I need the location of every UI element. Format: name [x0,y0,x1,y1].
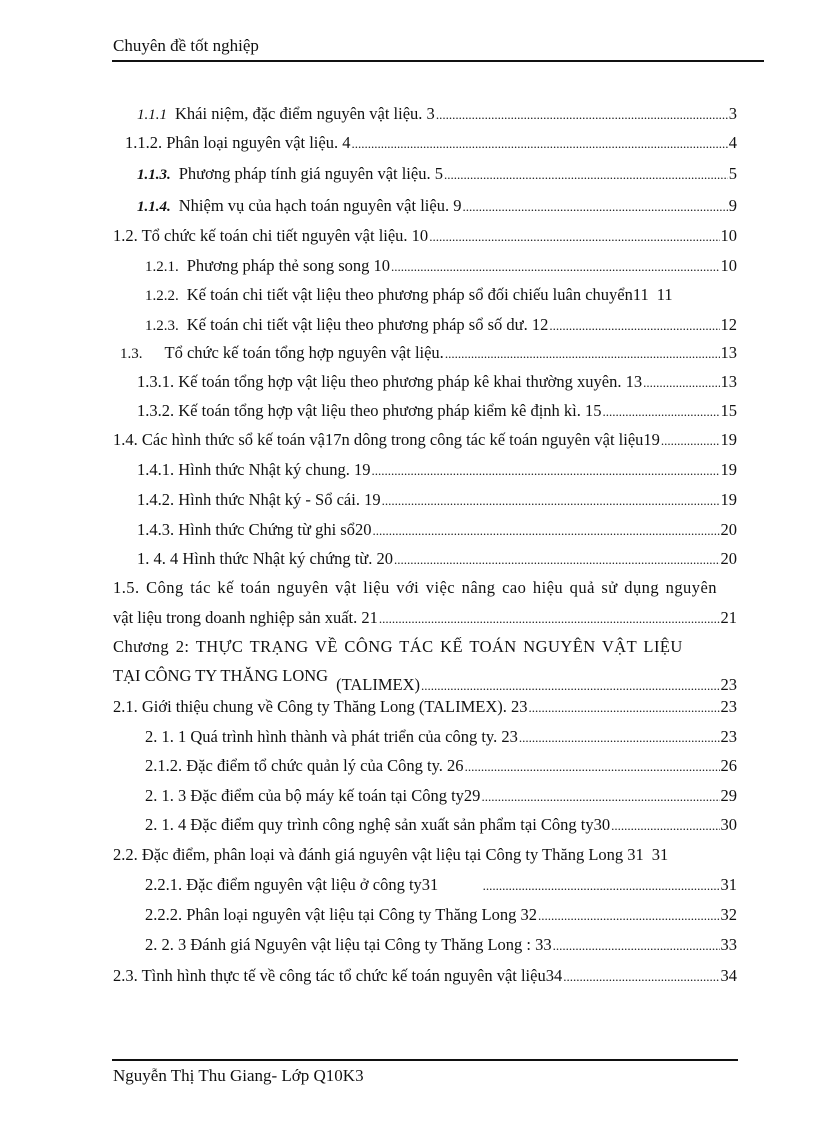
toc-entry-title: 2.3. Tình hình thực tế về công tác tổ chức kế toán nguyên vật liệu34 [113,966,563,985]
toc-entry-page: 21 [720,608,737,627]
toc-entry-number: 1.1.1 [137,107,167,123]
toc-entry[interactable] [145,285,737,306]
toc-entry-title: Khái niệm, đặc điểm nguyên vật liệu. 3 [175,104,435,123]
toc-entry[interactable] [113,608,737,629]
dot-leader [429,227,719,247]
toc-entry-title: Phương pháp tính giá nguyên vật liệu. 5 [178,164,443,183]
toc-entry-title: 2.2.1. Đặc điểm nguyên vật liệu ở công ty31 [145,875,439,894]
toc-entry-page: 31 [720,875,737,894]
toc-entry-page: 23 [720,697,737,716]
toc-entry-title: vật liệu trong doanh nghiệp sản xuất. 21 [113,608,378,627]
chapter-heading-line2: TẠI CÔNG TY THĂNG LONG [113,666,329,685]
toc-entry-page: 23 [720,727,737,746]
toc-entry[interactable] [137,372,737,393]
toc-entry-page: 19 [720,460,737,479]
toc-entry-number: 1.2.3. [145,318,179,334]
dot-leader [519,728,720,748]
toc-entry-page: 10 [720,226,737,245]
toc-entry[interactable] [137,164,737,185]
toc-entry-title: 2. 1. 3 Đặc điểm của bộ máy kế toán tại Công ty29 [145,786,481,805]
toc-entry[interactable] [125,133,737,154]
dot-leader [643,373,719,393]
toc-entry[interactable] [113,226,737,247]
footer-divider [112,1059,738,1061]
toc-entry-page: 31 [651,845,669,864]
toc-entry-title: Tổ chức kế toán tổng hợp nguyên vật liệu. [164,343,444,362]
page-footer: Nguyễn Thị Thu Giang- Lớp Q10K3 [113,1066,364,1085]
dot-leader [538,906,720,926]
toc-entry[interactable] [113,845,737,865]
toc-entry-number: 1.3. [120,346,143,362]
dot-leader [351,134,727,154]
dot-leader [445,344,720,364]
toc-entry-page: 12 [720,315,737,334]
toc-entry[interactable] [145,756,737,777]
toc-entry-page: 13 [720,372,737,391]
toc-entry-title: Nhiệm vụ của hạch toán nguyên vật liệu. 9 [178,196,462,215]
toc-entry-page: 30 [720,815,737,834]
dot-leader [394,550,720,570]
toc-entry-title: (TALIMEX) [336,675,421,694]
toc-entry[interactable] [145,315,737,336]
toc-entry-number: 1.1.4. [137,199,171,215]
toc-entry[interactable] [137,520,737,541]
toc-entry-page: 11 [656,285,673,304]
dot-leader [603,402,720,422]
dot-leader [611,816,719,836]
dot-leader [372,521,719,541]
dot-leader [529,698,720,718]
toc-entry[interactable] [145,905,737,926]
toc-entry-title: 1. 4. 4 Hình thức Nhật ký chứng từ. 20 [137,549,393,568]
dot-leader [661,431,720,451]
dot-leader [444,165,728,185]
dot-leader [421,676,719,696]
page-header: Chuyên đề tốt nghiệp [113,36,259,55]
dot-leader [372,461,720,481]
dot-leader [549,316,719,336]
toc-entry[interactable] [137,490,737,511]
toc-entry-page: 15 [720,401,737,420]
toc-entry-page: 19 [720,490,737,509]
toc-entry-title: 1.3.1. Kế toán tổng hợp vật liệu theo phương pháp kê khai thường xuyên. 13 [137,372,643,391]
dot-leader [382,491,720,511]
toc-entry[interactable] [137,104,737,125]
toc-entry-page: 19 [720,430,737,449]
toc-entry[interactable] [145,256,737,277]
toc-entry-page: 5 [728,164,737,183]
toc-entry-title: 1.3.2. Kế toán tổng hợp vật liệu theo phương pháp kiểm kê định kì. 15 [137,401,602,420]
toc-entry-page: 20 [720,520,737,539]
toc-entry-title: 1.4. Các hình thức sổ kế toán vậ17n dông trong công tác kế toán nguyên vật liệu19 [113,430,660,449]
dot-leader [462,197,727,217]
toc-entry-title: 1.4.1. Hình thức Nhật ký chung. 19 [137,460,371,479]
toc-entry-title: Phương pháp thẻ song song 10 [186,256,391,275]
toc-entry-page: 13 [720,343,737,362]
toc-entry-title-line1: 1.5. Công tác kế toán nguyên vật liệu với việc nâng cao hiệu quả sử dụng nguyên [113,578,717,597]
chapter-heading-line1: Chương 2: THỰC TRẠNG VỀ CÔNG TÁC KẾ TOÁN NGUYÊN VẬT LIỆU [113,637,683,656]
toc-entry-page: 20 [720,549,737,568]
toc-entry-title: 2.1. Giới thiệu chung về Công ty Thăng Long (TALIMEX). 23 [113,697,528,716]
dot-leader [563,967,719,987]
toc-entry[interactable] [113,966,737,987]
toc-entry-title: 2. 1. 4 Đặc điểm quy trình công nghệ sản xuất sản phẩm tại Công ty30 [145,815,611,834]
toc-entry-title: 1.1.2. Phân loại nguyên vật liệu. 4 [125,133,351,152]
toc-entry-number: 1.2.1. [145,259,179,275]
toc-entry[interactable] [145,815,737,836]
toc-entry-title: 2.2.2. Phân loại nguyên vật liệu tại Công ty Thăng Long 32 [145,905,537,924]
toc-entry-title: 2. 1. 1 Quá trình hình thành và phát triển của công ty. 23 [145,727,518,746]
toc-entry-title: 1.4.3. Hình thức Chứng từ ghi sổ20 [137,520,372,539]
toc-entry[interactable] [137,196,737,217]
dot-leader [481,787,719,807]
dot-leader [465,757,720,777]
toc-entry-title: 2. 2. 3 Đánh giá Nguyên vật liệu tại Công ty Thăng Long : 33 [145,935,552,954]
toc-entry-page: 34 [720,966,737,985]
toc-entry-title: 2.1.2. Đặc điểm tổ chức quản lý của Công ty. 26 [145,756,464,775]
toc-entry-page: 4 [728,133,737,152]
toc-entry[interactable] [120,343,737,364]
toc-entry-page: 9 [728,196,737,215]
toc-entry-page: 10 [720,256,737,275]
dot-leader [436,105,728,125]
toc-entry-title: Kế toán chi tiết vật liệu theo phương pháp sổ đối chiếu luân chuyển11 [186,285,649,304]
toc-entry-number: 1.1.3. [137,167,171,183]
dot-leader [391,257,719,277]
toc-entry[interactable] [137,549,737,570]
toc-entry[interactable] [145,935,737,956]
toc-entry[interactable] [113,666,737,694]
dot-leader [553,936,720,956]
toc-entry-page: 29 [720,786,737,805]
toc-entry-number: 1.2.2. [145,288,179,304]
toc-entry-page: 33 [720,935,737,954]
toc-entry-page: 26 [720,756,737,775]
toc-entry[interactable] [145,786,737,807]
toc-entry-page: 23 [720,675,737,694]
toc-entry[interactable] [145,875,737,896]
dot-leader [379,609,720,629]
toc-entry-title: 1.4.2. Hình thức Nhật ký - Sổ cái. 19 [137,490,381,509]
toc-entry-page: 32 [720,905,737,924]
toc-entry[interactable] [113,430,737,451]
toc-entry[interactable] [137,401,737,422]
toc-entry-title: 1.2. Tổ chức kế toán chi tiết nguyên vật liệu. 10 [113,226,429,245]
toc-entry-title: Kế toán chi tiết vật liệu theo phương pháp sổ số dư. 12 [186,315,549,334]
dot-leader [483,876,720,896]
toc-entry[interactable] [113,697,737,718]
toc-entry-title: 2.2. Đặc điểm, phân loại và đánh giá nguyên vật liệu tại Công ty Thăng Long 31 [113,845,644,864]
toc-entry[interactable] [145,727,737,748]
toc-entry-page: 3 [728,104,737,123]
toc-entry[interactable] [137,460,737,481]
